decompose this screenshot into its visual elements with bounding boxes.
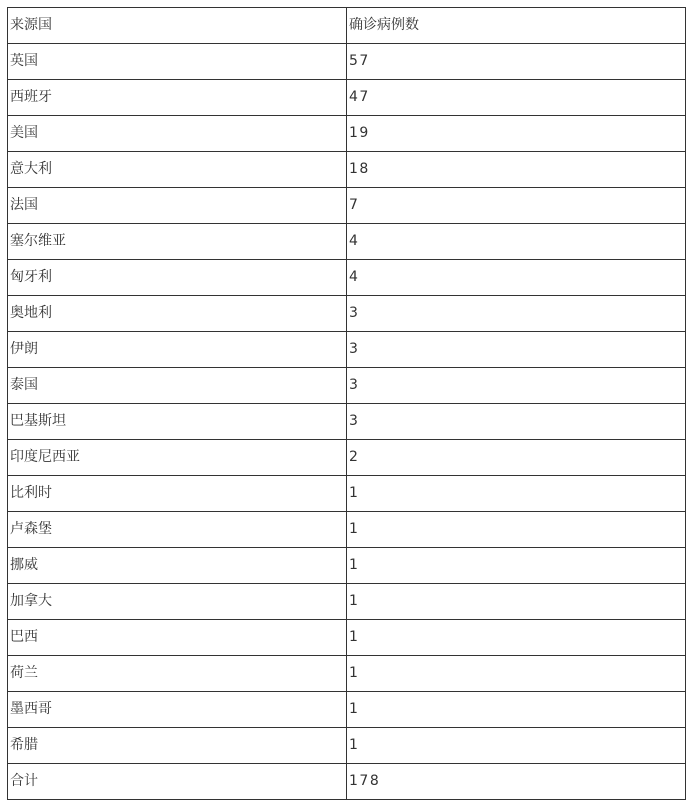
header-count: 确诊病例数: [347, 8, 686, 44]
header-country: 来源国: [8, 8, 347, 44]
country-cell: 比利时: [8, 476, 347, 512]
country-cell: 塞尔维亚: [8, 224, 347, 260]
count-cell: 18: [347, 152, 686, 188]
total-count: 178: [347, 764, 686, 800]
table-row: [8, 584, 686, 620]
count-cell: 1: [347, 728, 686, 764]
count-cell: 4: [347, 224, 686, 260]
total-row: [8, 764, 686, 800]
table-row: [8, 728, 686, 764]
country-cell: 巴西: [8, 620, 347, 656]
table-row: [8, 476, 686, 512]
table-row: [8, 692, 686, 728]
count-cell: 1: [347, 692, 686, 728]
case-count-table: [7, 7, 686, 800]
count-cell: 4: [347, 260, 686, 296]
country-cell: 加拿大: [8, 584, 347, 620]
table-row: [8, 188, 686, 224]
table-row: [8, 224, 686, 260]
table-row: [8, 80, 686, 116]
count-cell: 1: [347, 476, 686, 512]
count-cell: 1: [347, 620, 686, 656]
table-row: [8, 260, 686, 296]
country-cell: 挪威: [8, 548, 347, 584]
country-cell: 印度尼西亚: [8, 440, 347, 476]
country-cell: 伊朗: [8, 332, 347, 368]
count-cell: 3: [347, 296, 686, 332]
count-cell: 3: [347, 404, 686, 440]
table-row: [8, 332, 686, 368]
country-cell: 希腊: [8, 728, 347, 764]
count-cell: 3: [347, 332, 686, 368]
count-cell: 7: [347, 188, 686, 224]
count-cell: 3: [347, 368, 686, 404]
country-cell: 意大利: [8, 152, 347, 188]
table-row: [8, 440, 686, 476]
country-cell: 泰国: [8, 368, 347, 404]
table-row: [8, 152, 686, 188]
total-label: 合计: [8, 764, 347, 800]
header-row: [8, 8, 686, 44]
table-body: [8, 8, 686, 800]
country-cell: 巴基斯坦: [8, 404, 347, 440]
country-cell: 墨西哥: [8, 692, 347, 728]
country-cell: 英国: [8, 44, 347, 80]
table-row: [8, 296, 686, 332]
count-cell: 57: [347, 44, 686, 80]
table-row: [8, 620, 686, 656]
country-cell: 奥地利: [8, 296, 347, 332]
country-cell: 匈牙利: [8, 260, 347, 296]
country-cell: 荷兰: [8, 656, 347, 692]
count-cell: 1: [347, 548, 686, 584]
country-cell: 西班牙: [8, 80, 347, 116]
table-row: [8, 548, 686, 584]
count-cell: 19: [347, 116, 686, 152]
country-cell: 卢森堡: [8, 512, 347, 548]
country-cell: 美国: [8, 116, 347, 152]
country-cell: 法国: [8, 188, 347, 224]
table-row: [8, 116, 686, 152]
count-cell: 1: [347, 584, 686, 620]
table-row: [8, 44, 686, 80]
count-cell: 2: [347, 440, 686, 476]
table-row: [8, 512, 686, 548]
table-row: [8, 404, 686, 440]
count-cell: 1: [347, 656, 686, 692]
count-cell: 47: [347, 80, 686, 116]
table-row: [8, 656, 686, 692]
count-cell: 1: [347, 512, 686, 548]
table-row: [8, 368, 686, 404]
